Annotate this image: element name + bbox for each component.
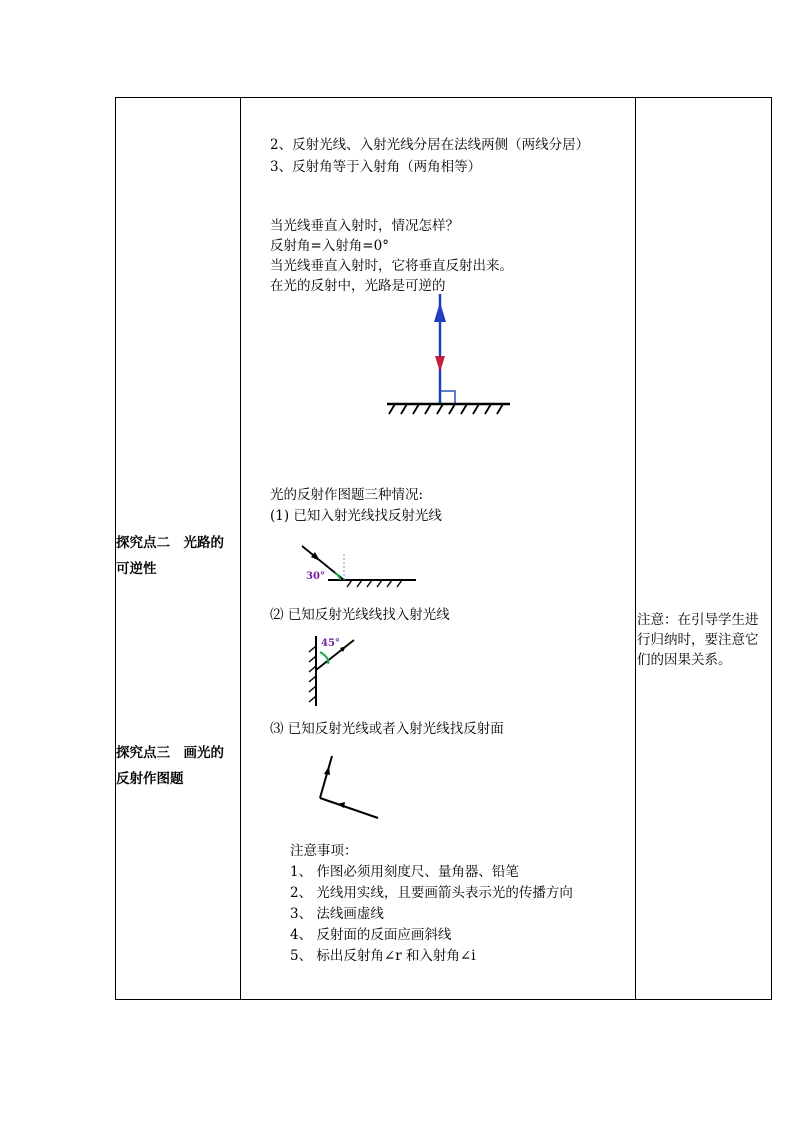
mirror-hatching-1 bbox=[347, 580, 402, 587]
vertical-angle: 反射角=入射角=0° bbox=[270, 238, 389, 254]
vertical-incidence-diagram bbox=[385, 292, 525, 422]
note-item: 2、 光线用实线，且要画箭头表示光的传播方向 bbox=[290, 885, 573, 901]
ray-a-arrow-icon bbox=[324, 766, 330, 775]
three-cases-title: 光的反射作图题三种情况: bbox=[270, 487, 424, 503]
reversible-statement: 在光的反射中，光路是可逆的 bbox=[270, 278, 446, 294]
note-item: 1、 作图必须用刻度尺、量角器、铅笔 bbox=[290, 864, 519, 880]
section3-heading-line1: 探究点三 画光的 bbox=[116, 745, 224, 761]
notes-title: 注意事项： bbox=[290, 843, 358, 859]
case-2-label: ⑵ 已知反射光线线找入射光线 bbox=[270, 607, 450, 623]
law-line-3: 3、反射角等于入射角（两角相等） bbox=[270, 159, 482, 175]
case-1-label: (1) 已知入射光线找反射光线 bbox=[270, 508, 442, 524]
angle-label-45: 45° bbox=[321, 638, 340, 649]
vertical-question: 当光线垂直入射时，情况怎样？ bbox=[270, 218, 459, 234]
column-divider-right bbox=[635, 97, 636, 1000]
case2-diagram bbox=[290, 630, 360, 710]
section2-heading-line2: 可逆性 bbox=[116, 561, 157, 577]
case-3-label: ⑶ 已知反射光线或者入射光线找反射面 bbox=[270, 721, 504, 737]
down-arrow-icon bbox=[435, 356, 445, 372]
vertical-result: 当光线垂直入射时，它将垂直反射出来。 bbox=[270, 258, 513, 274]
teacher-note: 注意：在引导学生进行归纳时，要注意它们的因果关系。 bbox=[637, 612, 759, 668]
up-arrow-icon bbox=[434, 302, 446, 322]
law-line-2: 2、反射光线、入射光线分居在法线两侧（两线分居） bbox=[270, 137, 590, 153]
angle-label-30: 30° bbox=[306, 571, 325, 582]
right-angle-mark bbox=[440, 391, 455, 404]
mirror-hatching-2 bbox=[309, 646, 316, 702]
section3-heading-line2: 反射作图题 bbox=[116, 771, 184, 787]
case1-diagram bbox=[300, 540, 430, 590]
section2-heading-line1: 探究点二 光路的 bbox=[116, 535, 224, 551]
mirror-hatching bbox=[389, 404, 503, 414]
ray-a bbox=[320, 756, 332, 798]
ray-b bbox=[320, 798, 378, 818]
note-item: 3、 法线画虚线 bbox=[290, 906, 384, 922]
note-item: 5、 标出反射角∠r 和入射角∠i bbox=[290, 948, 476, 964]
note-item: 4、 反射面的反面应画斜线 bbox=[290, 927, 452, 943]
case3-diagram bbox=[315, 752, 385, 822]
column-divider-left bbox=[240, 97, 241, 1000]
angle-arc-30 bbox=[335, 573, 340, 580]
